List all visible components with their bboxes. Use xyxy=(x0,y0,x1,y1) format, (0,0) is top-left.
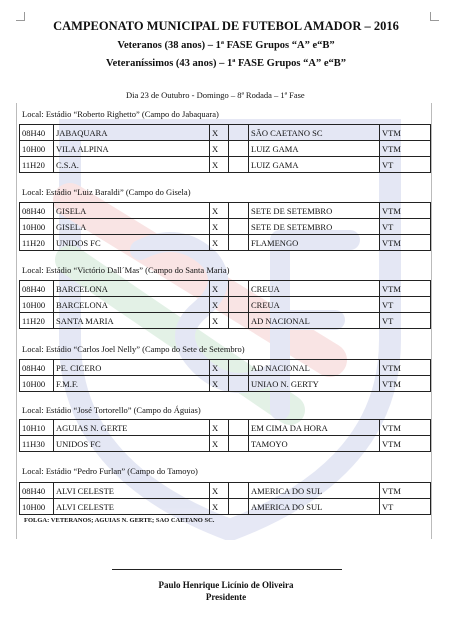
empty-cell xyxy=(229,297,249,313)
category: VTM xyxy=(380,360,431,376)
away-team: EM CIMA DA HORA xyxy=(249,420,380,436)
category: VTM xyxy=(380,376,431,392)
empty-cell xyxy=(229,420,249,436)
table-row xyxy=(20,436,431,452)
games-table xyxy=(19,419,431,452)
home-team: BARCELONA xyxy=(54,297,210,313)
game-time: 08H40 xyxy=(20,281,54,297)
versus-mark: X xyxy=(210,483,229,499)
home-team: BARCELONA xyxy=(54,281,210,297)
category: VT xyxy=(380,157,431,173)
signature-line xyxy=(112,569,342,570)
empty-cell xyxy=(229,141,249,157)
away-team: CREUA xyxy=(249,281,380,297)
game-time: 08H40 xyxy=(20,483,54,499)
signatory-name: Paulo Henrique Licínio de Oliveira xyxy=(158,580,294,590)
signatory-role: Presidente xyxy=(205,592,247,602)
away-team: SETE DE SETEMBRO xyxy=(249,203,380,219)
games-table xyxy=(19,124,431,173)
versus-mark: X xyxy=(210,376,229,392)
table-row xyxy=(20,219,431,235)
table-row xyxy=(20,483,431,499)
home-team: GISELA xyxy=(54,219,210,235)
table-row xyxy=(20,157,431,173)
venue-label: Local: Estádio “Carlos Joel Nelly” (Campo do Sete de Setembro) xyxy=(22,344,245,354)
venue-label: Local: Estádio “Roberto Righetto” (Campo do Jabaquara) xyxy=(22,109,219,119)
home-team: GISELA xyxy=(54,203,210,219)
away-team: CREUA xyxy=(249,297,380,313)
home-team: SANTA MARIA xyxy=(54,313,210,329)
home-team: PE. CICERO xyxy=(54,360,210,376)
empty-cell xyxy=(229,157,249,173)
away-team: AD NACIONAL xyxy=(249,313,380,329)
away-team: AD NACIONAL xyxy=(249,360,380,376)
empty-cell xyxy=(229,436,249,452)
category: VTM xyxy=(380,235,431,251)
away-team: FLAMENGO xyxy=(249,235,380,251)
game-time: 08H40 xyxy=(20,203,54,219)
venue-label: Local: Estádio “Pedro Furlan” (Campo do Tamoyo) xyxy=(22,466,198,476)
empty-cell xyxy=(229,360,249,376)
away-team: AMERICA DO SUL xyxy=(249,483,380,499)
empty-cell xyxy=(229,313,249,329)
game-time: 11H20 xyxy=(20,313,54,329)
home-team: UNIDOS FC xyxy=(54,235,210,251)
empty-cell xyxy=(229,483,249,499)
table-row xyxy=(20,420,431,436)
away-team: SÃO CAETANO SC xyxy=(249,125,380,141)
versus-mark: X xyxy=(210,499,229,515)
versus-mark: X xyxy=(210,297,229,313)
versus-mark: X xyxy=(210,281,229,297)
table-row xyxy=(20,499,431,515)
category: VT xyxy=(380,313,431,329)
home-team: JABAQUARA xyxy=(54,125,210,141)
home-team: ALVI CELESTE xyxy=(54,499,210,515)
table-row xyxy=(20,376,431,392)
document-title: CAMPEONATO MUNICIPAL DE FUTEBOL AMADOR – 2016 xyxy=(53,19,399,33)
venue-label: Local: Estádio “José Tortorello” (Campo do Águias) xyxy=(22,405,201,415)
home-team: ALVI CELESTE xyxy=(54,483,210,499)
versus-mark: X xyxy=(210,141,229,157)
empty-cell xyxy=(229,235,249,251)
game-time: 11H20 xyxy=(20,157,54,173)
venue-label: Local: Estádio “Victório Dall´Mas” (Campo do Santa Maria) xyxy=(22,265,230,275)
category: VT xyxy=(380,219,431,235)
empty-cell xyxy=(229,125,249,141)
category: VTM xyxy=(380,141,431,157)
away-team: LUIZ GAMA xyxy=(249,141,380,157)
table-row xyxy=(20,281,431,297)
game-time: 10H00 xyxy=(20,141,54,157)
home-team: AGUIAS N. GERTE xyxy=(54,420,210,436)
empty-cell xyxy=(229,281,249,297)
empty-cell xyxy=(229,219,249,235)
away-team: TAMOYO xyxy=(249,436,380,452)
category: VT xyxy=(380,499,431,515)
empty-cell xyxy=(229,499,249,515)
home-team: UNIDOS FC xyxy=(54,436,210,452)
table-row xyxy=(20,313,431,329)
games-table xyxy=(19,202,431,251)
category: VTM xyxy=(380,125,431,141)
table-row xyxy=(20,297,431,313)
home-team: VILA ALPINA xyxy=(54,141,210,157)
versus-mark: X xyxy=(210,219,229,235)
home-team: F.M.F. xyxy=(54,376,210,392)
empty-cell xyxy=(229,376,249,392)
game-time: 10H10 xyxy=(20,420,54,436)
round-date-line: Dia 23 de Outubro - Domingo – 8ª Rodada – 1ª Fase xyxy=(126,90,305,100)
table-row xyxy=(20,203,431,219)
games-table xyxy=(19,359,431,392)
category: VT xyxy=(380,297,431,313)
versus-mark: X xyxy=(210,360,229,376)
game-time: 11H20 xyxy=(20,235,54,251)
away-team: UNIAO N. GERTY xyxy=(249,376,380,392)
game-time: 10H00 xyxy=(20,297,54,313)
versus-mark: X xyxy=(210,436,229,452)
category: VTM xyxy=(380,420,431,436)
table-row xyxy=(20,235,431,251)
category: VTM xyxy=(380,483,431,499)
category: VTM xyxy=(380,203,431,219)
games-table xyxy=(19,482,431,515)
table-row xyxy=(20,141,431,157)
versus-mark: X xyxy=(210,157,229,173)
versus-mark: X xyxy=(210,125,229,141)
versus-mark: X xyxy=(210,313,229,329)
game-time: 11H30 xyxy=(20,436,54,452)
game-time: 10H00 xyxy=(20,499,54,515)
game-time: 10H00 xyxy=(20,376,54,392)
table-row xyxy=(20,125,431,141)
table-row xyxy=(20,360,431,376)
subtitle-veteranissimos: Veteraníssimos (43 anos) – 1ª FASE Grupos “A” e“B” xyxy=(106,58,346,69)
venue-label: Local: Estádio “Luiz Baraldi” (Campo do Gisela) xyxy=(22,187,191,197)
versus-mark: X xyxy=(210,203,229,219)
category: VTM xyxy=(380,436,431,452)
game-time: 08H40 xyxy=(20,125,54,141)
away-team: AMERICA DO SUL xyxy=(249,499,380,515)
away-team: LUIZ GAMA xyxy=(249,157,380,173)
home-team: C.S.A. xyxy=(54,157,210,173)
category: VTM xyxy=(380,281,431,297)
games-table xyxy=(19,280,431,329)
subtitle-veteranos: Veteranos (38 anos) – 1ª FASE Grupos “A” e“B” xyxy=(117,40,335,51)
game-time: 10H00 xyxy=(20,219,54,235)
game-time: 08H40 xyxy=(20,360,54,376)
rest-teams-note: FOLGA: VETERANOS; AGUIAS N. GERTE; SAO CAETANO SC. xyxy=(24,517,215,524)
versus-mark: X xyxy=(210,420,229,436)
empty-cell xyxy=(229,203,249,219)
versus-mark: X xyxy=(210,235,229,251)
away-team: SETE DE SETEMBRO xyxy=(249,219,380,235)
